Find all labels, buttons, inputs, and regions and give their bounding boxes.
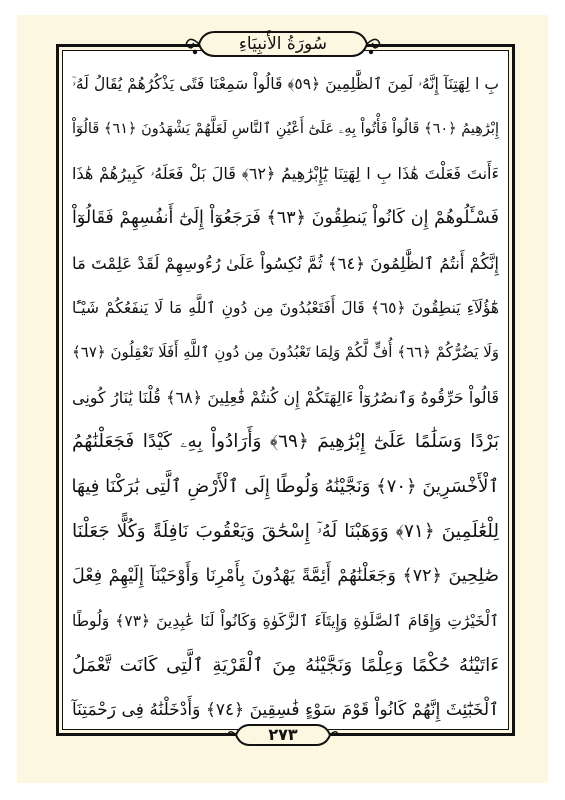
text-line: إِبْرَٰهِيمُ ﴿٦٠﴾ قَالُواْ فَأْتُواْ بِهِۦ عَلَىٰٓ أَعْيُنِ ٱلنَّاسِ لَعَلَّهُمْ يَشْهَدُونَ ﴿٦١﴾ قَالُوٓاْ [72, 121, 499, 138]
page-number-plate [228, 722, 338, 748]
text-line: صَٰلِحِينَ ﴿٧٢﴾ وَجَعَلْنَٰهُمْ أَئِمَّةً يَهْدُونَ بِأَمْرِنَا وَأَوْحَيْنَآ إِلَيْهِمْ فِعْلَ [72, 565, 499, 586]
quran-text-block [72, 62, 499, 732]
text-line: ءَاتَيْنَٰهُ حُكْمًا وَعِلْمًا وَنَجَّيْنَٰهُ مِنَ ٱلْقَرْيَةِ ٱلَّتِى كَانَت تَّعْمَلُ [72, 654, 499, 676]
text-line: قَالُواْ حَرِّقُوهُ وَٱنصُرُوٓاْ ءَالِهَتَكُمْ إِن كُنتُمْ فَٰعِلِينَ ﴿٦٨﴾ قُلْنَا يَٰنَارُ كُونِى [72, 387, 499, 407]
text-line: ٱلْخَيْرَٰتِ وَإِقَامَ ٱلصَّلَوٰةِ وَإِيتَآءَ ٱلزَّكَوٰةِ وَكَانُواْ لَنَا عَٰبِدِينَ ﴿٧٣﴾ وَلُوطًا [72, 611, 499, 630]
page-number: ٢٧٣ [268, 725, 298, 744]
text-line: بَرْدًا وَسَلَٰمًا عَلَىٰٓ إِبْرَٰهِيمَ ﴿٦٩﴾ وَأَرَادُواْ بِهِۦ كَيْدًا فَجَعَلْنَٰهُمُ [72, 431, 499, 453]
text-line: فَسْـَٔلُوهُمْ إِن كَانُواْ يَنطِقُونَ ﴿٦٣﴾ فَرَجَعُوٓاْ إِلَىٰٓ أَنفُسِهِمْ فَقَالُوٓاْ [72, 208, 499, 229]
text-line: ءَأَنتَ فَعَلْتَ هَٰذَا بِ ا لِهَتِنَا يَٰٓإِبْرَٰهِيمُ ﴿٦٢﴾ قَالَ بَلْ فَعَلَهُۥ كَبِيرُهُمْ هَٰذَا [72, 163, 500, 183]
text-line: لِلْعَٰلَمِينَ ﴿٧١﴾ وَوَهَبْنَا لَهُۥٓ إِسْحَٰقَ وَيَعْقُوبَ نَافِلَةً وَكُلًّا جَعَلْنَا [72, 520, 499, 542]
text-line: هَٰٓؤُلَآءِ يَنطِقُونَ ﴿٦٥﴾ قَالَ أَفَتَعْبُدُونَ مِن دُونِ ٱللَّهِ مَا لَا يَنفَعُكُمْ شَيْـًٔا [72, 298, 500, 317]
text-line: ٱلْأَخْسَرِينَ ﴿٧٠﴾ وَنَجَّيْنَٰهُ وَلُوطًا إِلَى ٱلْأَرْضِ ٱلَّتِى بَٰرَكْنَا فِيهَا [71, 476, 499, 498]
surah-header-cartouche [185, 28, 381, 60]
surah-name: سُورَةُ الأَنبِيَاءِ [238, 34, 328, 54]
text-line: بِ ا لِهَتِنَآ إِنَّهُۥ لَمِنَ ٱلظَّٰلِمِينَ ﴿٥٩﴾ قَالُواْ سَمِعْنَا فَتًى يَذْكُرُهُمْ يُقَالُ لَهُۥٓ [72, 74, 499, 93]
text-line: ٱلْخَبَٰٓئِثَ إِنَّهُمْ كَانُواْ قَوْمَ سَوْءٍ فَٰسِقِينَ ﴿٧٤﴾ وَأَدْخَلْنَٰهُ فِى رَحْمَتِنَآ [72, 700, 499, 721]
text-line: وَلَا يَضُرُّكُمْ ﴿٦٦﴾ أُفٍّ لَّكُمْ وَلِمَا تَعْبُدُونَ مِن دُونِ ٱللَّهِ أَفَلَا تَعْقِلُونَ ﴿٦٧﴾ [72, 343, 499, 362]
text-line: إِنَّكُمْ أَنتُمُ ٱلظَّٰلِمُونَ ﴿٦٤﴾ ثُمَّ نُكِسُواْ عَلَىٰ رُءُوسِهِمْ لَقَدْ عَلِمْتَ مَا [71, 253, 499, 273]
